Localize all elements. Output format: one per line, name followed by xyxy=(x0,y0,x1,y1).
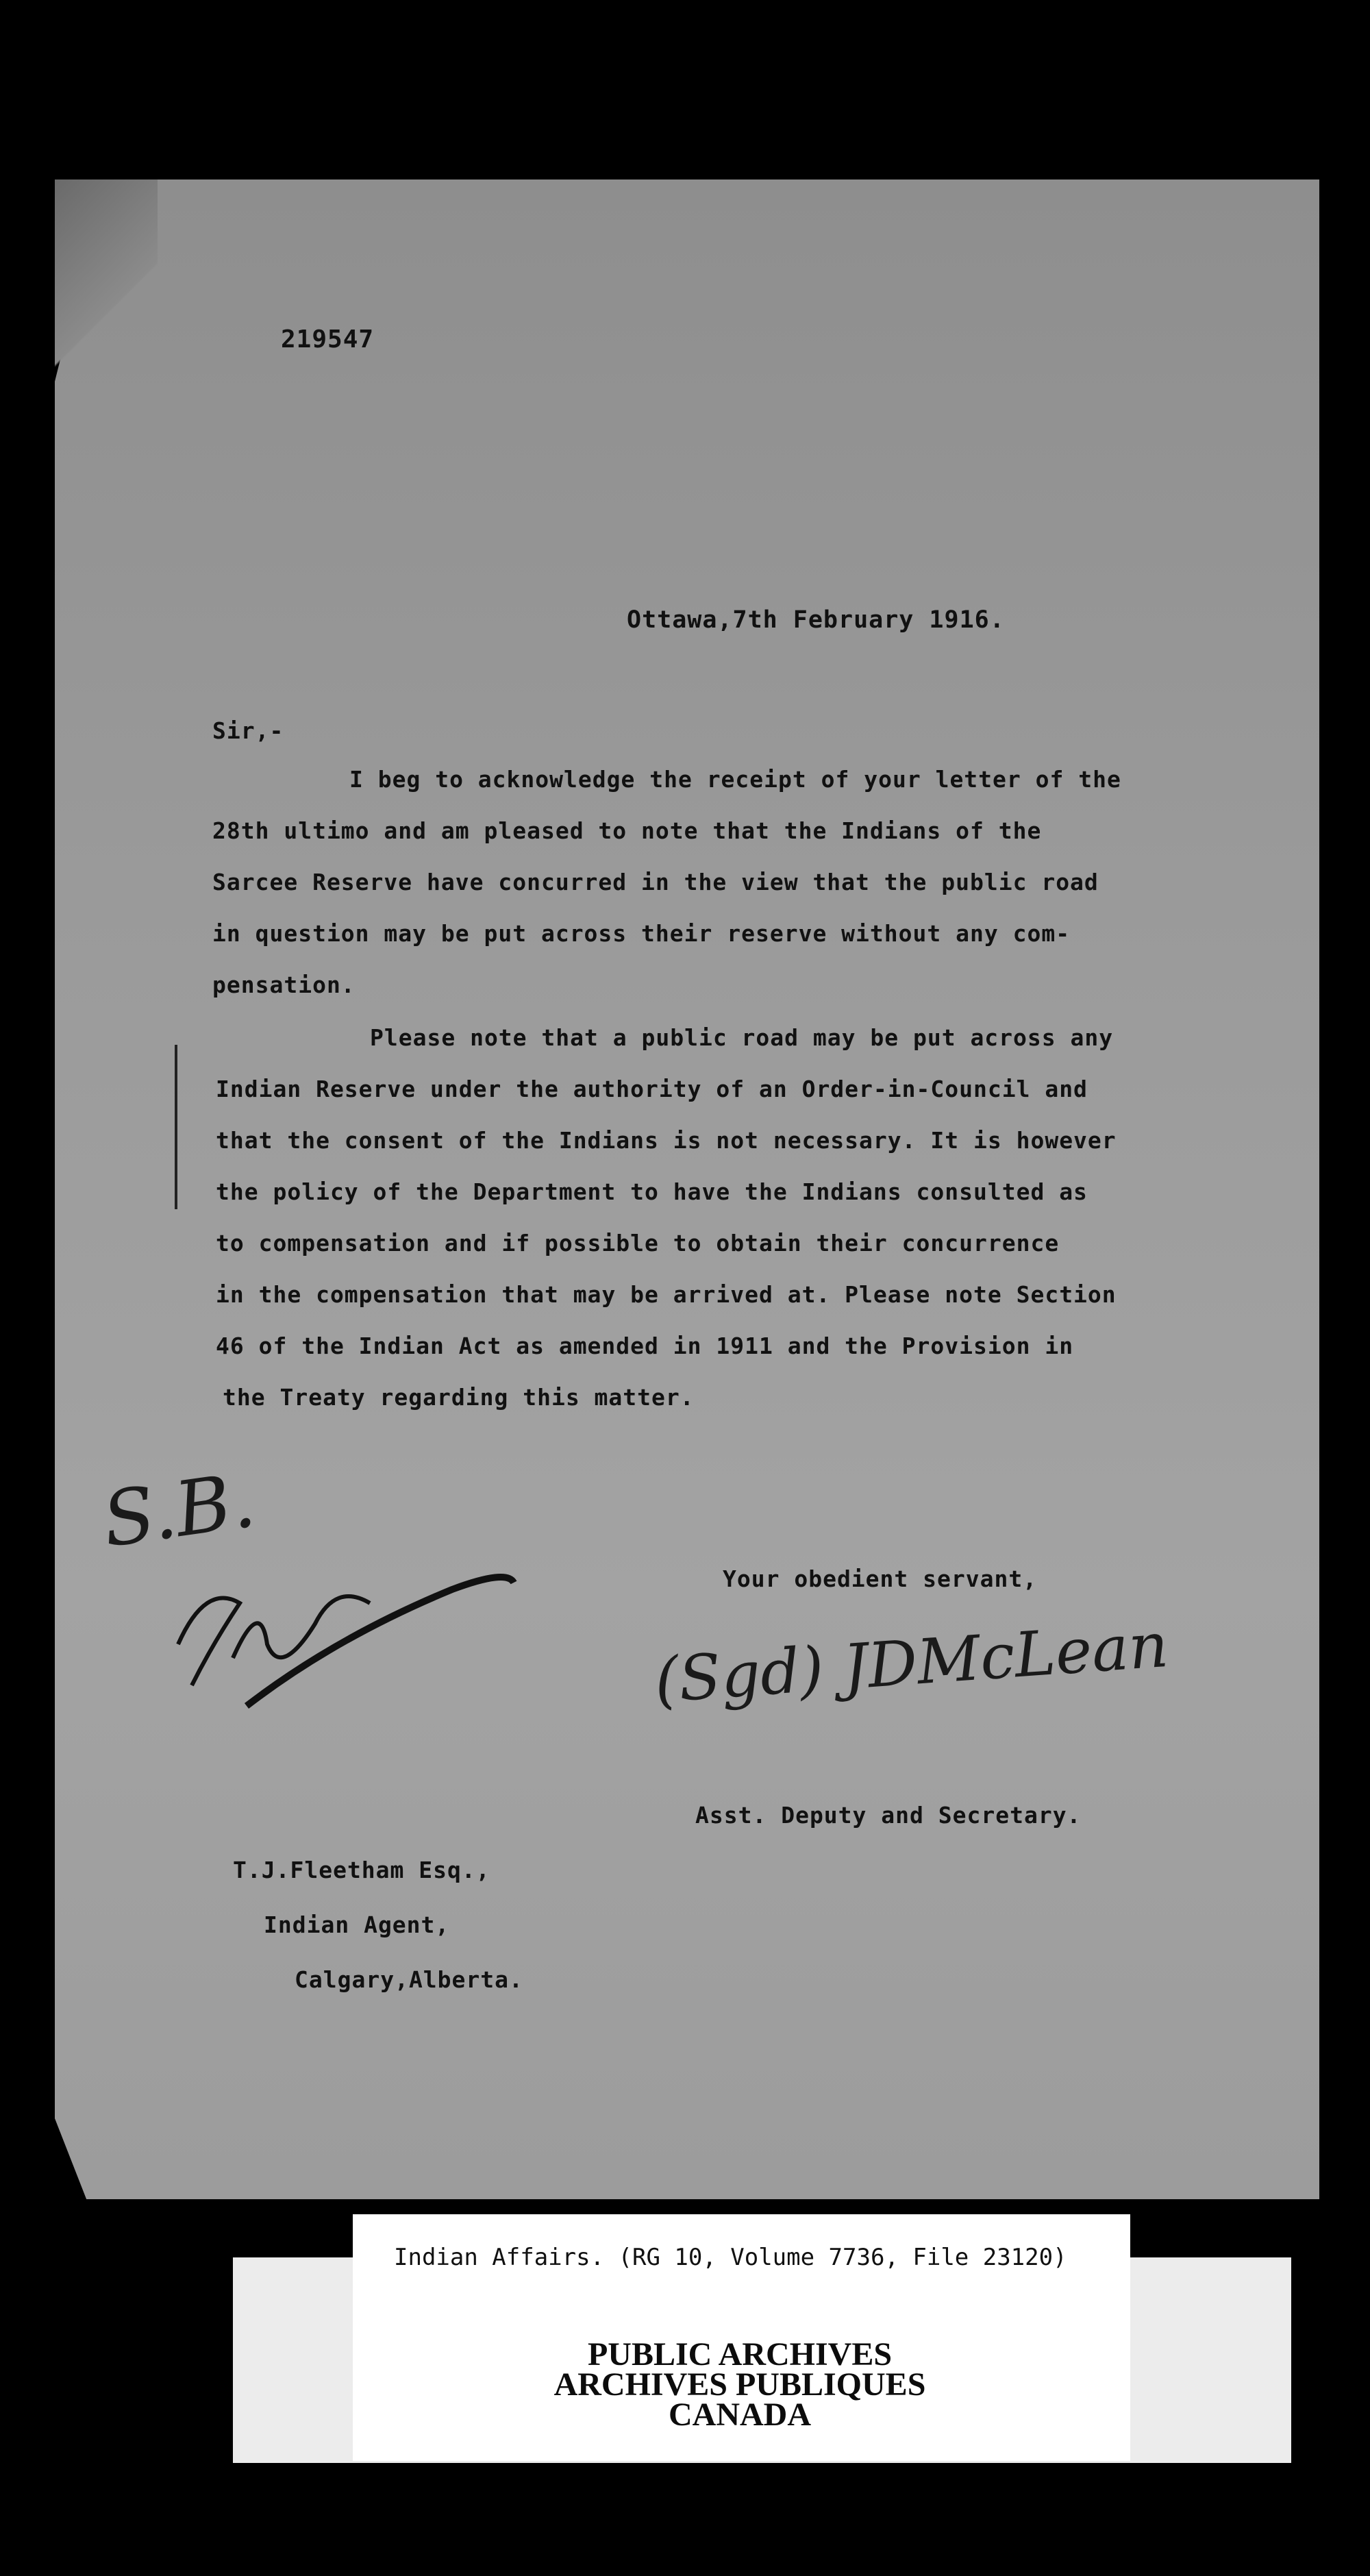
body-line: 28th ultimo and am pleased to note that the Indians of the xyxy=(212,817,1042,844)
paper-fold xyxy=(55,179,158,385)
addressee-name: T.J.Fleetham Esq., xyxy=(233,1857,490,1883)
closing: Your obedient servant, xyxy=(723,1565,1038,1592)
body-line: Please note that a public road may be put across any xyxy=(370,1024,1114,1051)
file-number: 219547 xyxy=(281,325,375,354)
body-line: 46 of the Indian Act as amended in 1911 and the Provision in xyxy=(216,1333,1074,1359)
body-line: I beg to acknowledge the receipt of your letter of the xyxy=(349,766,1121,793)
body-line: pensation. xyxy=(212,971,356,998)
archive-stamp-line: ARCHIVES PUBLIQUES xyxy=(553,2366,926,2403)
archive-stamp-line: PUBLIC ARCHIVES xyxy=(587,2336,893,2373)
body-line: the policy of the Department to have the Indians consulted as xyxy=(216,1178,1088,1205)
body-line: Indian Reserve under the authority of an Order-in-Council and xyxy=(216,1076,1088,1102)
signature: (Sgd) JDMcLean xyxy=(652,1609,1171,1718)
body-line: in question may be put across their reserve without any com- xyxy=(212,920,1071,947)
archive-stamp-line: CANADA xyxy=(669,2397,811,2433)
body-line: Sarcee Reserve have concurred in the view that the public road xyxy=(212,869,1099,895)
addressee-location: Calgary,Alberta. xyxy=(295,1966,523,1993)
addressee-title: Indian Agent, xyxy=(264,1911,450,1938)
body-line: that the consent of the Indians is not necessary. It is however xyxy=(216,1127,1117,1154)
body-line: in the compensation that may be arrived at. Please note Section xyxy=(216,1281,1117,1308)
margin-mark xyxy=(175,1045,177,1209)
signatory-title: Asst. Deputy and Secretary. xyxy=(695,1802,1082,1829)
archive-citation: Indian Affairs. (RG 10, Volume 7736, File 23120) xyxy=(394,2244,1067,2271)
body-line: to compensation and if possible to obtain their concurrence xyxy=(216,1230,1060,1256)
salutation: Sir,- xyxy=(212,717,284,744)
letter-date: Ottawa,7th February 1916. xyxy=(627,606,1005,634)
handwritten-initial-scrawl xyxy=(164,1541,534,1720)
body-line: the Treaty regarding this matter. xyxy=(223,1384,695,1411)
handwritten-initials: S.B. xyxy=(97,1456,261,1564)
